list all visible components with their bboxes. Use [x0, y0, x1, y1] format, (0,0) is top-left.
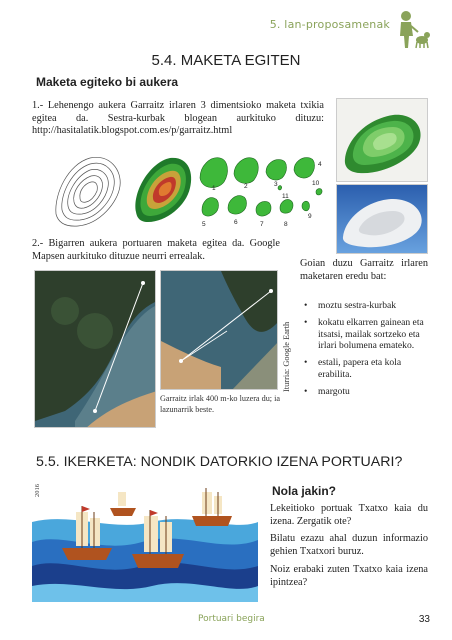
figure-with-dog-icon: [396, 8, 430, 50]
piece-number: 10: [312, 180, 320, 187]
layered-island-illustration: [130, 152, 196, 224]
photo-source: Iturria: Google Earth: [282, 321, 291, 392]
plaster-island-icon: [337, 185, 428, 254]
section-title-5-4: 5.4. MAKETA EGITEN: [151, 52, 301, 69]
research-paragraph: Lekeitioko portuak Txatxo kaia du izena. Zergatik ote?: [270, 503, 428, 527]
section-title-5-5: 5.5. IKERKETA: NONDIK DATORKIO IZENA PORTUARI?: [36, 454, 403, 470]
sailing-ships-icon: [32, 482, 258, 602]
list-item: • margotu: [302, 386, 430, 398]
contour-lines-drawing: [50, 150, 126, 230]
cut-out-contour-pieces: [198, 152, 326, 232]
list-item: • moztu sestra-kurbak: [302, 300, 430, 312]
satellite-port-icon: [161, 271, 278, 390]
piece-number: 2: [244, 183, 248, 190]
piece-number: 6: [234, 219, 238, 226]
subheading-how-to-know: Nola jakin?: [272, 484, 337, 498]
piece-number: 8: [284, 221, 288, 228]
green-model-photo: [336, 98, 428, 182]
instructions-intro: Goian duzu Garraitz irlaren maketaren eredu bat:: [300, 258, 428, 282]
option1-text: 1.- Lehenengo aukera Garraitz irlaren 3 dimentsioko maketa txikia egitea da. Sestra-kurbak blogean aurkituko dituzu: http://hasitalatik.blogspot.com.es/p/garraitz.html: [32, 100, 324, 137]
ships-illustration: [32, 482, 258, 602]
layered-model-icon: [337, 99, 428, 182]
page-number: 33: [418, 614, 430, 625]
research-paragraph: Noiz erabaki zuten Txatxo kaia izena ipintzea?: [270, 564, 428, 588]
running-header: 5. lan-proposamenak: [269, 18, 390, 31]
footer-book-title: Portuari begira: [198, 614, 265, 624]
piece-number: 3: [274, 181, 278, 188]
piece-number: 1: [212, 185, 216, 192]
subheading-two-options: Maketa egiteko bi aukera: [36, 75, 179, 89]
photo-caption: Garraitz irlak 400 m-ko luzera du; ia lazunarrik beste.: [160, 394, 281, 414]
piece-number: 11: [282, 193, 289, 200]
option2-text: 2.- Bigarren aukera portuaren maketa egitea da. Google Mapsen aurkituko dituzue neurri errealak.: [32, 238, 280, 262]
illustration-signature: 2016: [34, 484, 41, 497]
piece-number: 7: [260, 221, 264, 228]
satellite-island-icon: [35, 271, 156, 428]
piece-number: 4: [318, 161, 322, 168]
list-item: • estali, papera eta kola erabilita.: [302, 357, 430, 381]
piece-number: 9: [308, 213, 312, 220]
plaster-model-photo: [336, 184, 428, 254]
aerial-photo-port: [160, 270, 278, 390]
list-item: • kokatu elkarren gainean eta itsatsi, mailak sortzeko eta irlari bolumena emateko.: [302, 317, 430, 352]
piece-number: 5: [202, 221, 206, 228]
aerial-photo-garraitz: [34, 270, 156, 428]
instructions-list: [302, 300, 430, 403]
research-paragraph: Bilatu ezazu ahal duzun informazio gehien Txatxori buruz.: [270, 533, 428, 557]
